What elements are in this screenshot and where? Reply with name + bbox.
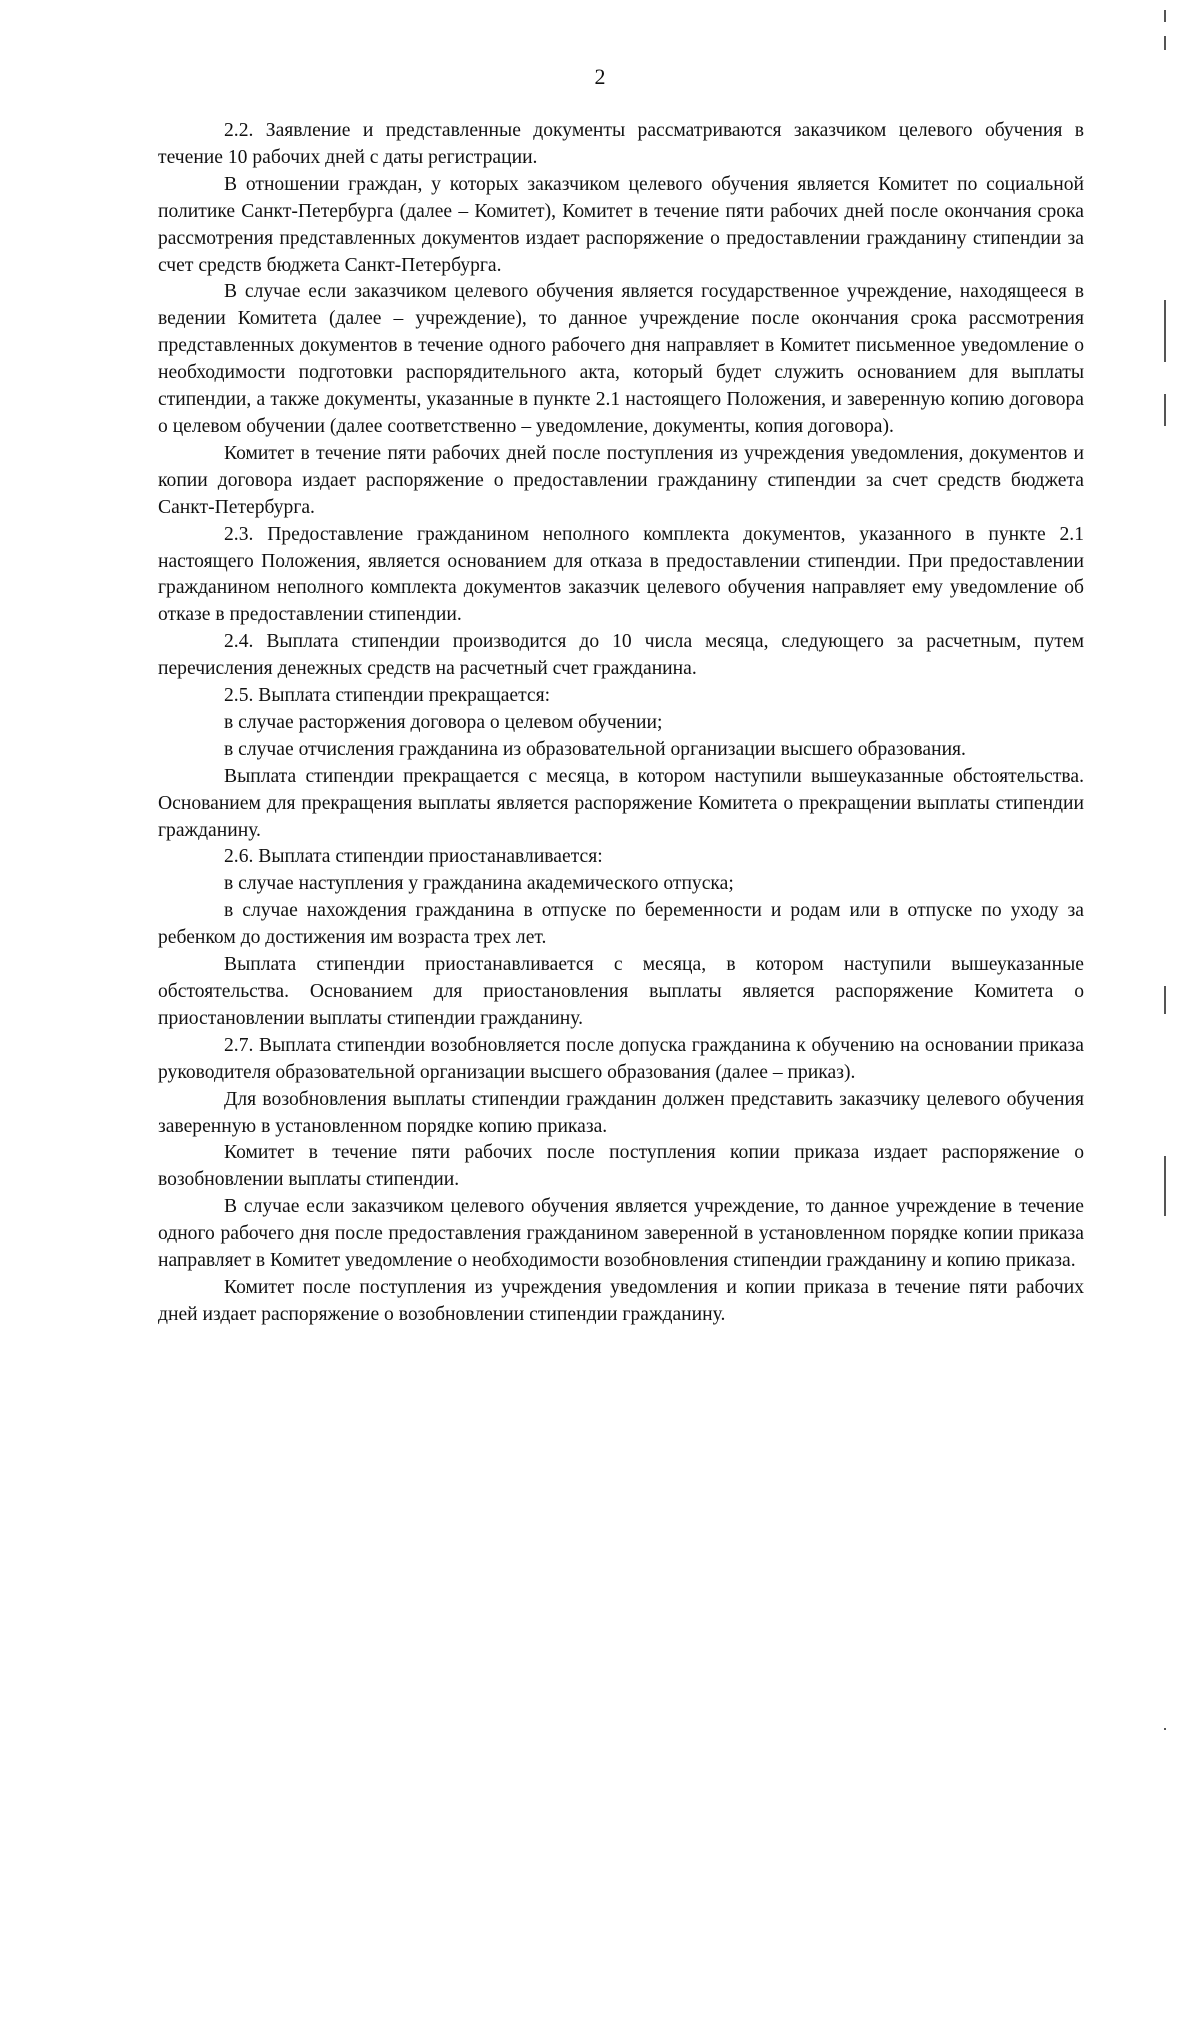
scan-margin-mark xyxy=(1164,394,1166,426)
list-item-maternity-leave: в случае нахождения гражданина в отпуске по беременности и родам или в отпуске по уходу за ребенком до достижения им возраста трех лет. xyxy=(158,900,1084,949)
paragraph-final-resumption: Комитет после поступления из учреждения уведомления и копии приказа в течение пяти рабочих дней издает распоряжение о возобновлении стипендии гражданину. xyxy=(158,1276,1084,1325)
scan-margin-mark xyxy=(1164,36,1166,50)
list-item-contract-termination: в случае расторжения договора о целевом обучении; xyxy=(224,711,663,733)
paragraph-2-3: 2.3. Предоставление гражданином неполного комплекта документов, указанного в пункте 2.1 настоящего Положения, является основанием для отказа в предоставлении стипендии. При предоставлении гражданином неполного комплекта документов заказчик целевого обучения направляет ему уведомление об отказе в предоставлении стипендии. xyxy=(158,523,1084,626)
scan-margin-mark xyxy=(1164,1728,1166,1730)
paragraph-institution-resumption: В случае если заказчиком целевого обучения является учреждение, то данное учреждение в течение одного рабочего дня после предоставления гражданином заверенной в установленном порядке копии приказа направляет в Комитет уведомление о необходимости возобновления стипендии гражданину и копию приказа. xyxy=(158,1196,1084,1272)
page-number: 2 xyxy=(594,64,606,89)
paragraph-2-5: 2.5. Выплата стипендии прекращается: xyxy=(224,685,551,707)
paragraph-2-2: 2.2. Заявление и представленные документы рассматриваются заказчиком целевого обучения в течение 10 рабочих дней с даты регистрации. xyxy=(158,120,1084,168)
list-item-academic-leave: в случае наступления у гражданина академического отпуска; xyxy=(224,873,734,895)
paragraph-resumption-order: Комитет в течение пяти рабочих после поступления копии приказа издает распоряжение о возобновлении выплаты стипендии. xyxy=(158,1142,1084,1191)
paragraph-termination-basis: Выплата стипендии прекращается с месяца, в котором наступили вышеуказанные обстоятельства. Основанием для прекращения выплаты является распоряжение Комитета о прекращении выплаты стипендии гражданину. xyxy=(158,765,1084,841)
scan-margin-mark xyxy=(1164,300,1166,362)
scan-margin-mark xyxy=(1164,10,1166,22)
paragraph-committee-decision: Комитет в течение пяти рабочих дней после поступления из учреждения уведомления, документов и копии договора издает распоряжение о предоставлении гражданину стипендии за счет средств бюджета Санкт-Петербурга. xyxy=(158,442,1084,518)
paragraph-2-4: 2.4. Выплата стипендии производится до 10 числа месяца, следующего за расчетным, путем перечисления денежных средств на расчетный счет гражданина. xyxy=(158,631,1084,680)
paragraph-resumption-documents: Для возобновления выплаты стипендии гражданин должен представить заказчику целевого обучения заверенную в установленном порядке копию приказа. xyxy=(158,1088,1084,1137)
document-body xyxy=(158,118,1084,1329)
paragraph-institution-case: В случае если заказчиком целевого обучения является государственное учреждение, находящееся в ведении Комитета (далее – учреждение), то данное учреждение после окончания срока рассмотрения представленных документов в течение одного рабочего дня направляет в Комитет письменное уведомление о необходимости подготовки распорядительного акта, который будет служить основанием для выплаты стипендии, а также документы, указанные в пункте 2.1 настоящего Положения, и заверенную копию договора о целевом обучении (далее соответственно – уведомление, документы, копия договора). xyxy=(158,281,1084,437)
paragraph-suspension-basis: Выплата стипендии приостанавливается с месяца, в котором наступили вышеуказанные обстоятельства. Основанием для приостановления выплаты является распоряжение Комитета о приостановлении выплаты стипендии гражданину. xyxy=(158,954,1084,1029)
paragraph-2-6: 2.6. Выплата стипендии приостанавливается: xyxy=(224,846,603,868)
paragraph-2-7: 2.7. Выплата стипендии возобновляется после допуска гражданина к обучению на основании приказа руководителя образовательной организации высшего образования (далее – приказ). xyxy=(158,1034,1084,1083)
paragraph-committee-order: В отношении граждан, у которых заказчиком целевого обучения является Комитет по социальной политике Санкт-Петербурга (далее – Комитет), Комитет в течение пяти рабочих дней после окончания срока рассмотрения представленных документов издает распоряжение о предоставлении гражданину стипендии за счет средств бюджета Санкт-Петербурга. xyxy=(158,173,1084,276)
scan-margin-mark xyxy=(1164,1156,1166,1216)
scan-margin-mark xyxy=(1164,986,1166,1014)
list-item-expulsion: в случае отчисления гражданина из образовательной организации высшего образования. xyxy=(224,738,966,760)
